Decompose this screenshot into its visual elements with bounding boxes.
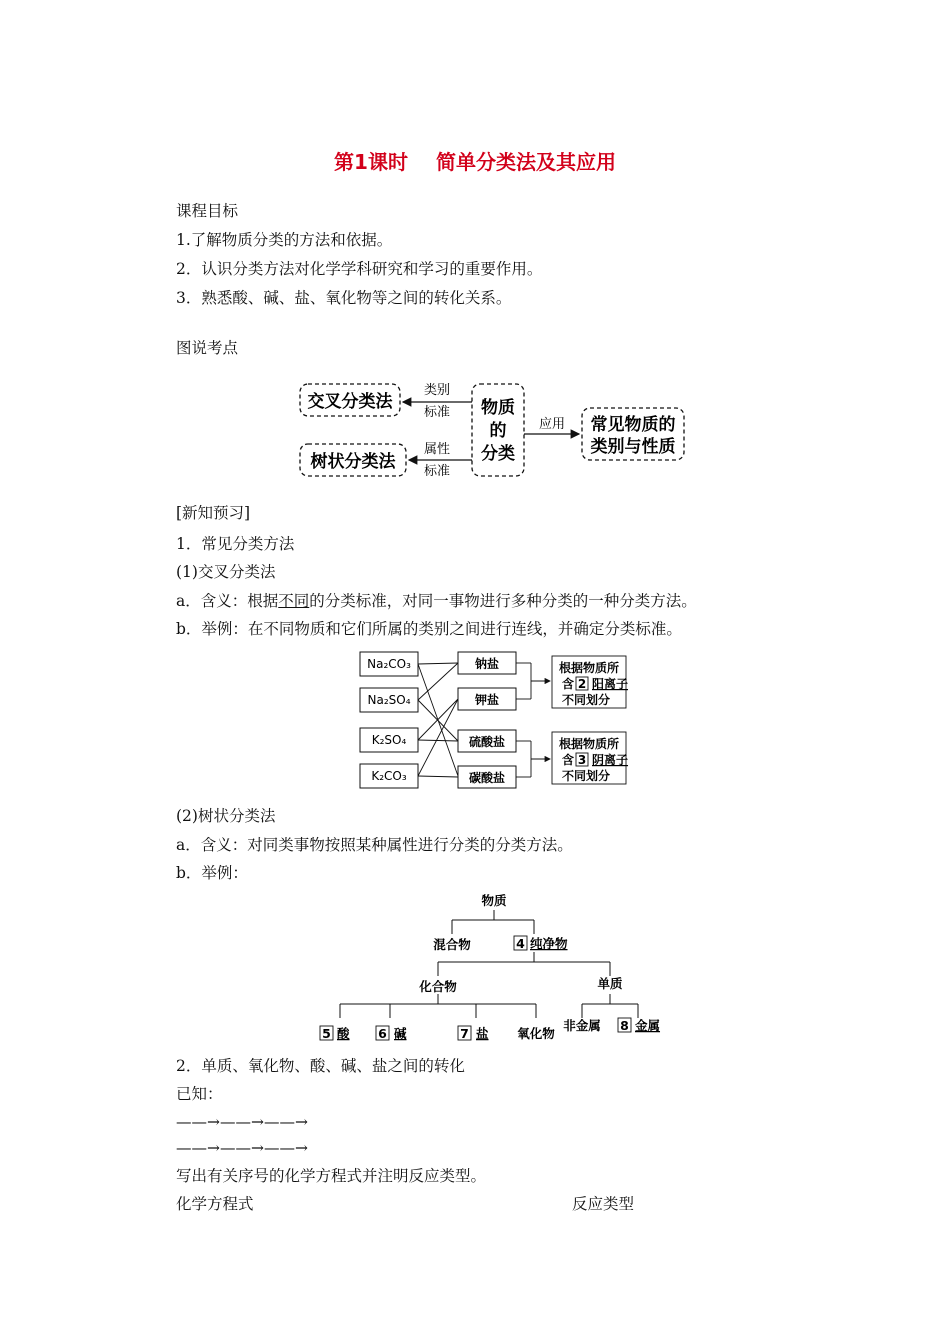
tree-pure-substance: 纯净物 [530,936,568,951]
conversion-chain-2: ——→——→——→ [176,1139,308,1157]
instruction-text: 写出有关序号的化学方程式并注明反应类型。 [176,1167,487,1185]
tree-acid-number: 5 [322,1026,331,1041]
box-common-substances-line-1: 常见物质的 [590,415,676,435]
tree-method-definition: a．含义：对同类事物按照某种属性进行分类的分类方法。 [176,836,573,854]
cross-method-definition: a．含义：根据不同的分类标准，对同一事物进行多种分类的一种分类方法。 [176,592,697,610]
class-sodium-salt: 钠盐 [474,657,500,671]
substance-na2so4: Na₂SO₄ [367,693,411,707]
goal-item-1: 1.了解物质分类的方法和依据。 [176,231,393,249]
criterion-1-line-1: 根据物质所 [558,661,620,675]
class-sulfate: 硫酸盐 [468,735,506,749]
label-category-1: 类别 [423,383,451,398]
goals-heading: 课程目标 [176,202,239,220]
column-equation: 化学方程式 [176,1195,254,1213]
label-application: 应用 [538,417,566,432]
concept-map-heading: 图说考点 [176,339,239,357]
tree-pure-number: 4 [516,936,525,951]
box-classification-line-1: 物质 [481,398,515,418]
label-category-2: 标准 [423,405,451,420]
section-2-heading: 2．单质、氧化物、酸、碱、盐之间的转化 [176,1057,465,1075]
criterion-1-line-3: 不同划分 [562,693,611,707]
goal-item-2: 2．认识分类方法对化学学科研究和学习的重要作用。 [176,260,543,278]
box-tree-method-label: 树状分类法 [310,452,396,472]
tree-method-example: b．举例： [176,864,248,882]
label-attribute-2: 标准 [423,464,451,479]
preview-heading: [新知预习] [176,504,251,522]
underlined-answer: 不同 [278,592,310,610]
concept-map-diagram [290,378,700,486]
tree-method-heading: (2)树状分类法 [176,807,276,825]
conversion-chain-1: ——→——→——→ [176,1113,308,1131]
tree-metal-number: 8 [620,1018,629,1033]
box-classification-line-2: 的 [489,421,507,441]
label-attribute-1: 属性 [423,442,451,457]
title-lesson: 第1课时 [334,150,408,174]
tree-metal: 金属 [635,1018,661,1033]
substance-k2co3: K₂CO₃ [371,769,407,783]
criterion-1-number: 2 [577,677,587,691]
goal-item-3: 3．熟悉酸、碱、盐、氧化物等之间的转化关系。 [176,289,512,307]
cross-method-example: b．举例：在不同物质和它们所属的类别之间进行连线，并确定分类标准。 [176,620,682,638]
known-label: 已知： [176,1085,223,1103]
cross-classification-diagram [356,648,632,794]
substance-na2co3: Na₂CO₃ [367,657,411,671]
class-potassium-salt: 钾盐 [474,693,500,707]
criterion-2-line-1: 根据物质所 [558,737,620,751]
tree-salt: 盐 [476,1026,489,1041]
tree-oxide: 氧化物 [517,1026,555,1041]
cross-method-heading: (1)交叉分类法 [176,563,276,581]
criterion-2-line-2-post: 阴离子 [592,753,629,767]
tree-salt-number: 7 [460,1026,469,1041]
box-common-substances-line-2: 类别与性质 [590,437,676,457]
criterion-2-line-2-pre: 含 [562,753,575,767]
substance-k2so4: K₂SO₄ [371,733,407,747]
criterion-1-line-2-post: 阳离子 [592,677,629,691]
criterion-2-number: 3 [577,753,587,767]
section-1-heading: 1．常见分类方法 [176,535,295,553]
tree-acid: 酸 [337,1026,350,1041]
tree-compound: 化合物 [419,979,457,994]
tree-nonmetal: 非金属 [563,1018,601,1033]
box-classification-line-3: 分类 [481,444,515,464]
box-cross-method-label: 交叉分类法 [307,392,393,412]
criterion-2-line-3: 不同划分 [562,769,611,783]
tree-base: 碱 [394,1026,407,1041]
tree-mixture: 混合物 [433,937,471,952]
criterion-1-line-2-pre: 含 [562,677,575,691]
tree-classification-diagram [310,888,670,1046]
title-topic: 简单分类法及其应用 [435,150,616,174]
tree-root: 物质 [481,893,507,908]
tree-base-number: 6 [378,1026,387,1041]
column-reaction-type: 反应类型 [572,1195,635,1213]
page-title [0,146,950,175]
class-carbonate: 碳酸盐 [468,771,506,785]
tree-element: 单质 [597,976,623,991]
